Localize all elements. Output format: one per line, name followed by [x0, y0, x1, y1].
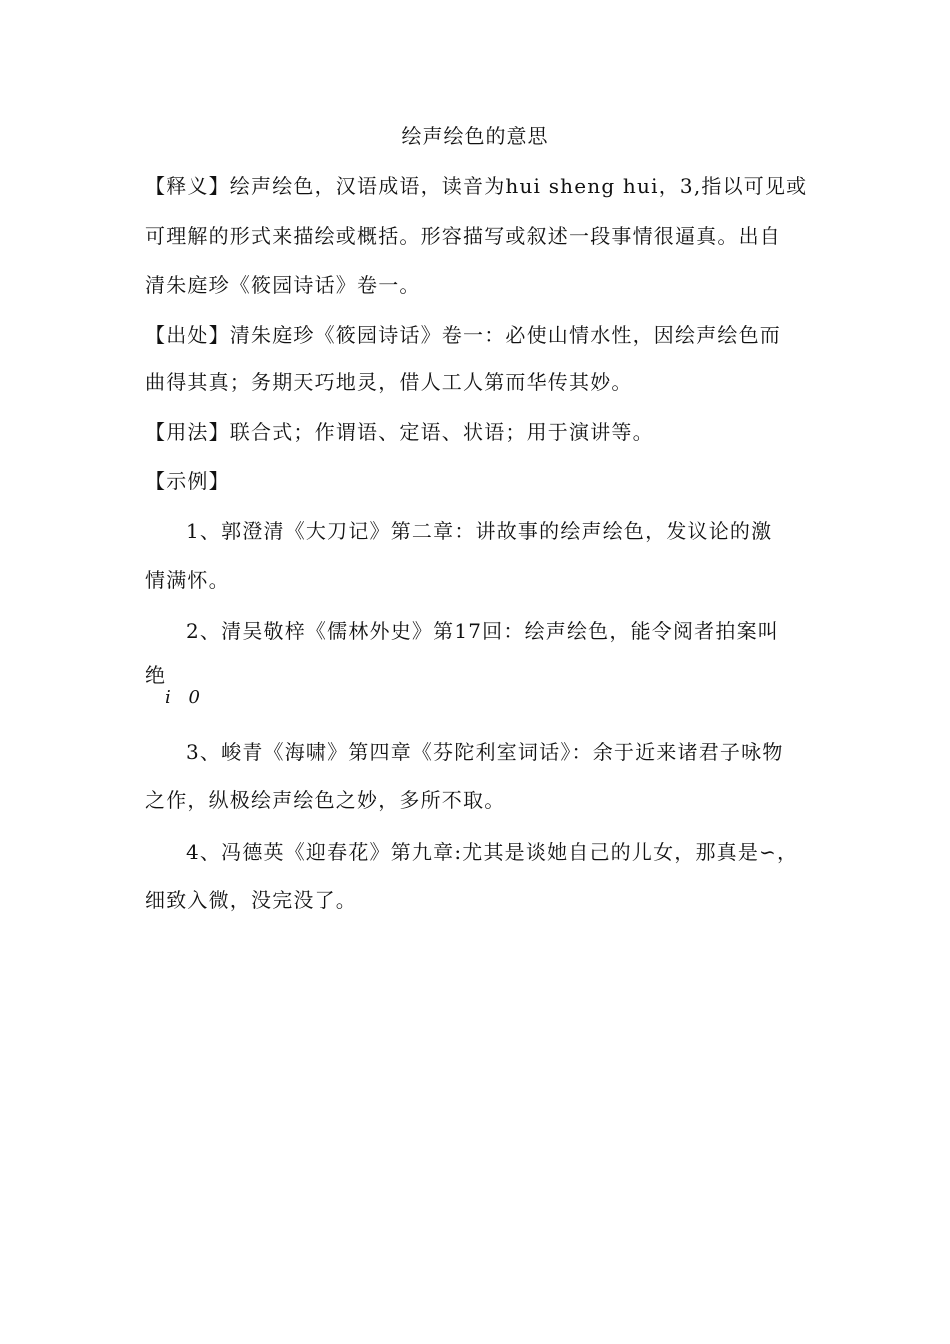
example-4-line-1: 4、冯德英《迎春花》第九章:尤其是谈她自己的儿女，那真是∽，: [186, 840, 799, 864]
example-4-line-2: 细致入微，没完没了。: [145, 888, 357, 912]
paragraph-line-source-2: 曲得其真；务期天巧地灵，借人工人第而华传其妙。: [145, 370, 633, 394]
paragraph-line-usage: 【用法】联合式；作谓语、定语、状语；用于演讲等。: [145, 420, 654, 444]
section-heading-examples: 【示例】: [145, 469, 230, 493]
example-2-artifact: i 0: [165, 687, 206, 708]
paragraph-line-definition-2: 可理解的形式来描绘或概括。形容描写或叙述一段事情很逼真。出自: [145, 224, 781, 248]
example-2-line-2: 绝: [145, 663, 167, 687]
example-3-line-2: 之作，纵极绘声绘色之妙，多所不取。: [145, 788, 506, 812]
example-2-line-1: 2、清吴敬梓《儒林外史》第17回：绘声绘色，能令阅者拍案叫: [186, 619, 779, 643]
paragraph-line-source-1: 【出处】清朱庭珍《筱园诗话》卷一：必使山情水性，因绘声绘色而: [145, 323, 781, 347]
paragraph-line-definition-1: 【释义】绘声绘色，汉语成语，读音为hui sheng hui，3,指以可见或: [145, 174, 808, 198]
example-1-line-2: 情满怀。: [145, 568, 230, 592]
page-title: 绘声绘色的意思: [401, 124, 549, 148]
paragraph-line-definition-3: 清朱庭珍《筱园诗话》卷一。: [145, 273, 421, 297]
example-1-line-1: 1、郭澄清《大刀记》第二章：讲故事的绘声绘色，发议论的激: [186, 519, 773, 543]
example-3-line-1: 3、峻青《海啸》第四章《芬陀利室词话》：余于近来诸君子咏物: [186, 740, 784, 764]
